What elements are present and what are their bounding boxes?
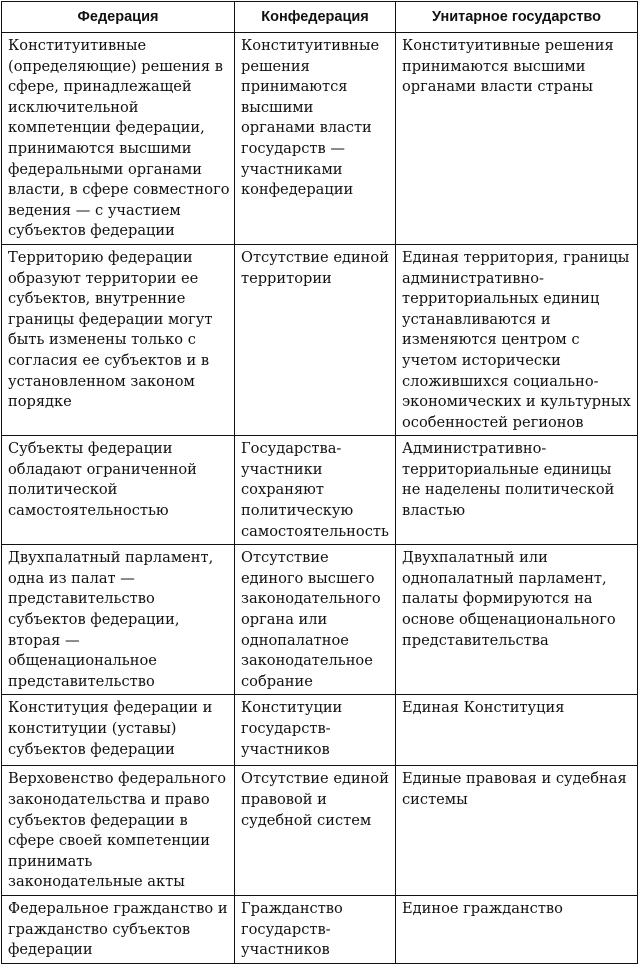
cell-federation: Конституитивные (определяющие) решения в сфере, принадлежащей исключительной компетенции федерации, принимаются высшими федеральными органами власти, в сфере совместного ведения — с участием субъектов федерации bbox=[2, 33, 235, 245]
table-row bbox=[2, 766, 638, 896]
cell-unitary-state: Двухпалатный или однопалатный парламент, палаты формируются на основе общенационального представительства bbox=[396, 545, 638, 695]
cell-confederation: Отсутствие единого высшего законодательного органа или однопалатное законодательное собрание bbox=[235, 545, 396, 695]
cell-confederation: Отсутствие единой правовой и судебной систем bbox=[235, 766, 396, 896]
cell-confederation: Конституитивные решения принимаются высшими органами власти государств — участниками конфедерации bbox=[235, 33, 396, 245]
cell-federation: Субъекты федерации обладают ограниченной политической самостоятельностью bbox=[2, 436, 235, 545]
cell-unitary-state: Единая территория, границы административно-территориальных единиц устанавливаются и изменяются центром с учетом исторически сложившихся социально-экономических и культурных особенностей регионов bbox=[396, 244, 638, 435]
cell-unitary-state: Административно-территориальные единицы не наделены политической властью bbox=[396, 436, 638, 545]
table-row bbox=[2, 244, 638, 435]
cell-confederation: Отсутствие единой территории bbox=[235, 244, 396, 435]
table-row bbox=[2, 436, 638, 545]
table-row bbox=[2, 33, 638, 245]
cell-federation: Федеральное гражданство и гражданство субъектов федерации bbox=[2, 895, 235, 963]
cell-confederation: Гражданство государств-участников bbox=[235, 895, 396, 963]
cell-unitary-state: Единая Конституция bbox=[396, 695, 638, 766]
cell-unitary-state: Единые правовая и судебная системы bbox=[396, 766, 638, 896]
cell-federation: Территорию федерации образуют территории ее субъектов, внутренние границы федерации могут быть изменены только с согласия ее субъектов и в установленном законом порядке bbox=[2, 244, 235, 435]
header-unitary-state: Унитарное государство bbox=[396, 2, 638, 33]
cell-federation: Двухпалатный парламент, одна из палат — представительство субъектов федерации, вторая — общенациональное представительство bbox=[2, 545, 235, 695]
cell-confederation: Государства-участники сохраняют политическую самостоятельность bbox=[235, 436, 396, 545]
cell-federation: Конституция федерации и конституции (уставы) субъектов федерации bbox=[2, 695, 235, 766]
cell-unitary-state: Конституитивные решения принимаются высшими органами власти страны bbox=[396, 33, 638, 245]
cell-federation: Верховенство федерального законодательства и право субъектов федерации в сфере своей компетенции принимать законодательные акты bbox=[2, 766, 235, 896]
table-body bbox=[2, 33, 638, 964]
cell-unitary-state: Единое гражданство bbox=[396, 895, 638, 963]
comparison-table bbox=[1, 1, 638, 964]
header-federation: Федерация bbox=[2, 2, 235, 33]
cell-confederation: Конституции государств-участников bbox=[235, 695, 396, 766]
table-row bbox=[2, 695, 638, 766]
table-row bbox=[2, 545, 638, 695]
table-header bbox=[2, 2, 638, 33]
header-confederation: Конфедерация bbox=[235, 2, 396, 33]
table-row bbox=[2, 895, 638, 963]
header-row bbox=[2, 2, 638, 33]
